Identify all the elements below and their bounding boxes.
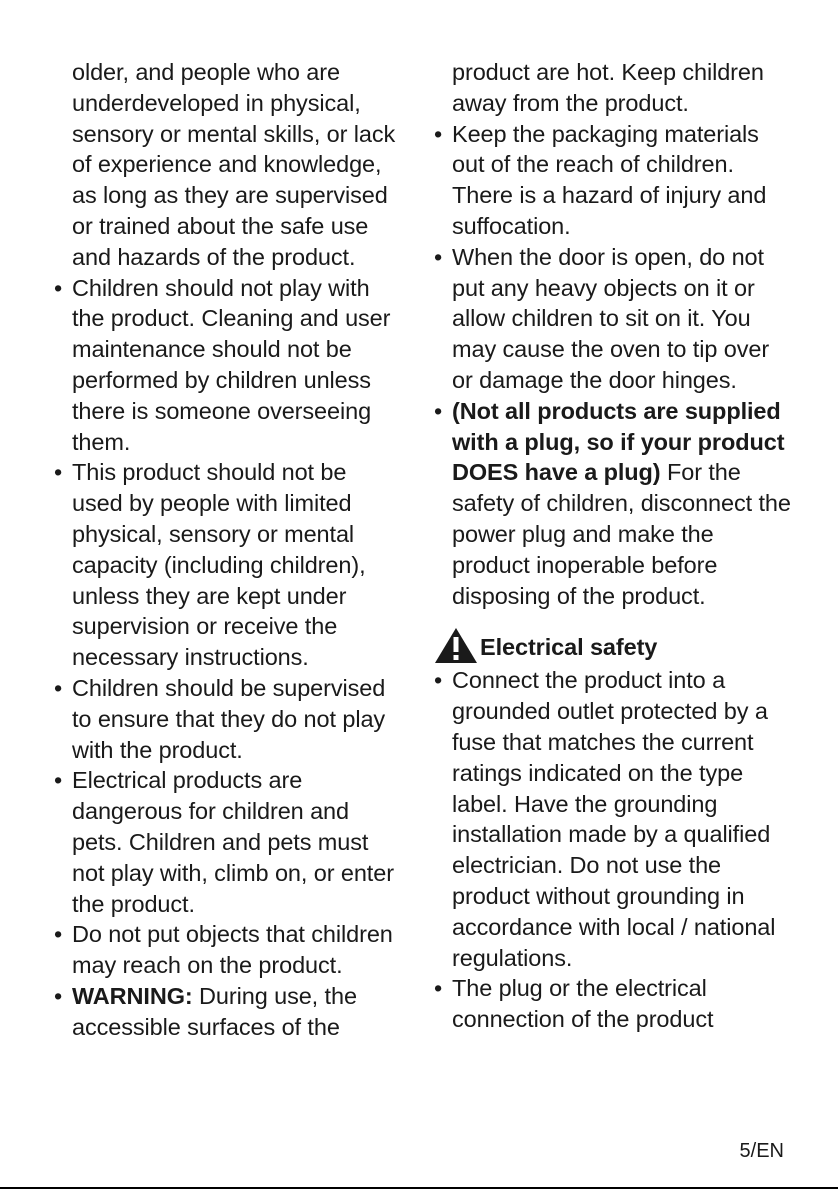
bullet-packaging: • Keep the packaging materials out of the reach of children. There is a hazard of injury and suffocation. [432,119,792,242]
right-column [432,57,792,1035]
bullet-plug-disposal [432,396,792,612]
continuation-text-right: product are hot. Keep children away from the product. [452,59,764,116]
bullet-objects: • Do not put objects that children may reach on the product. [52,919,402,981]
warning-text: During use, the accessible surfaces of the [72,982,357,1040]
left-column [52,57,402,1043]
bullet-plug-connection: • The plug or the electrical connection of the product [432,973,792,1035]
bottom-divider [0,1187,838,1189]
bullet-door-open: • When the door is open, do not put any heavy objects on it or allow children to sit on it. You may cause the oven to tip over or damage the door hinges. [432,242,792,396]
plug-note: (Not all products are supplied with a plug, so if your product DOES have a plug) [452,397,785,486]
page-number: 5/EN [739,1140,784,1162]
bullet-electrical-danger: • Electrical products are dangerous for children and pets. Children and pets must not play with, climb on, or enter the product. [52,765,402,919]
bullet-children-play: • Children should not play with the product. Cleaning and user maintenance should not be performed by children unless there is someone overseeing them. [52,273,402,458]
electrical-safety-heading [432,625,792,665]
bullet-warning-hot-surfaces [52,981,402,1043]
bullet-limited-capacity: • This product should not be used by people with limited physical, sensory or mental capacity (including children), unless they are kept under supervision or receive the necessary instructions. [52,457,402,673]
continuation-text: older, and people who are underdeveloped in physical, sensory or mental skills, or lack of experience and knowledge, as long as they are supervised or trained about the safe use and hazards of the product. [72,59,396,270]
bullet-supervision: • Children should be supervised to ensure that they do not play with the product. [52,673,402,765]
bullet-grounded-outlet: • Connect the product into a grounded outlet protected by a fuse that matches the current ratings indicated on the type label. Have the grounding installation made by a qualified electrician. Do not use the product without grounding in accordance with local / national regulations. [432,665,792,973]
section-heading-text: Electrical safety [480,634,658,661]
warning-triangle-icon [434,627,478,665]
plug-text: For the safety of children, disconnect the power plug and make the product inoperable before disposing of the product. [452,459,791,609]
warning-label: WARNING: [72,982,193,1009]
